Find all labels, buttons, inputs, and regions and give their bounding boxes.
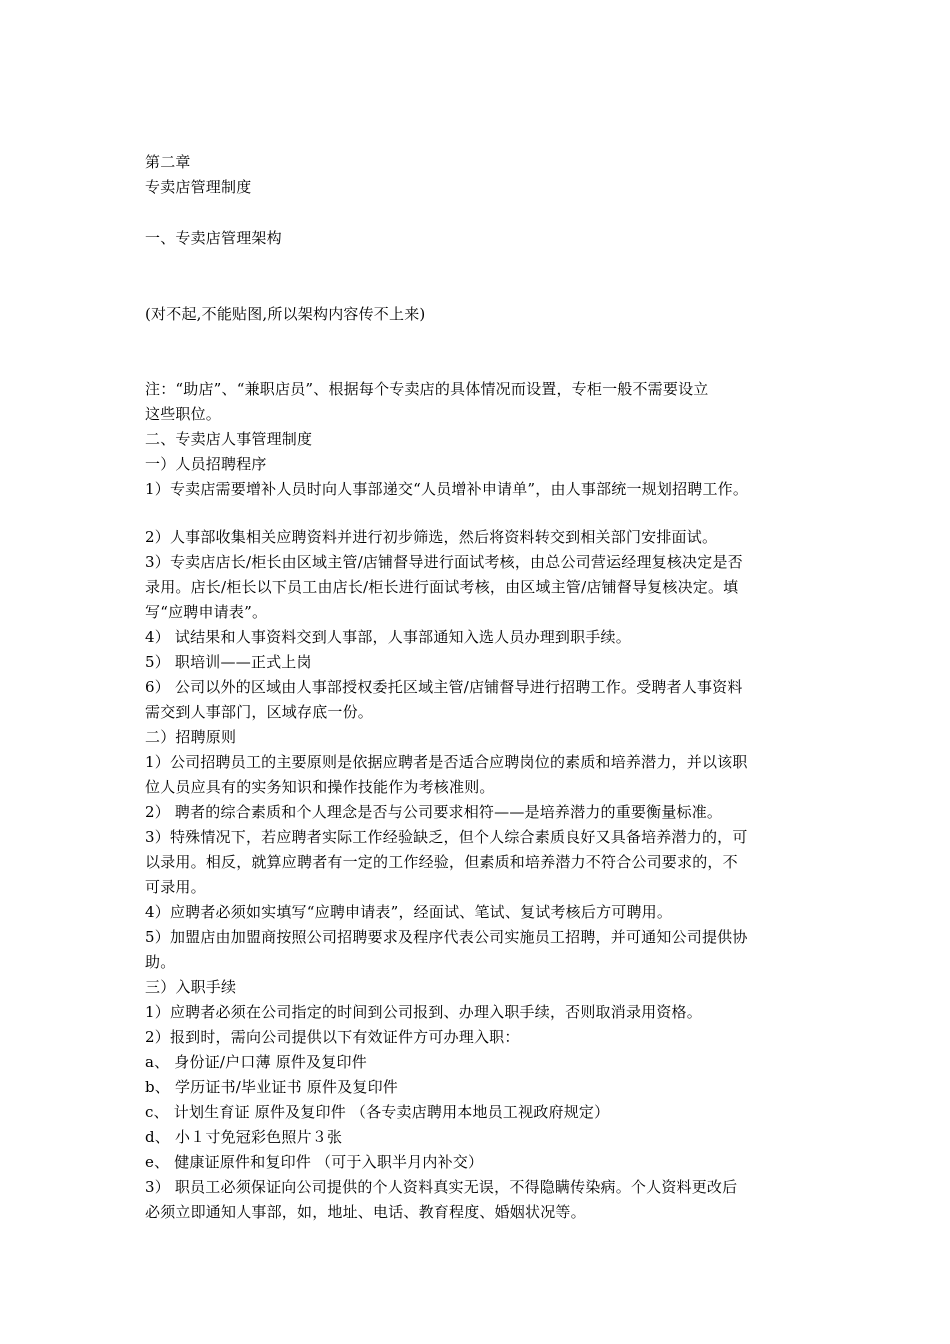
list-item: 5） 职培训——正式上岗 xyxy=(145,653,312,671)
list-item: 3）特殊情况下，若应聘者实际工作经验缺乏，但个人综合素质良好又具备培养潜力的，可 xyxy=(145,828,748,846)
subsection-heading: 三）入职手续 xyxy=(145,978,237,996)
list-item: 1）专卖店需要增补人员时向人事部递交“人员增补申请单”，由人事部统一规划招聘工作。 xyxy=(145,480,749,498)
list-item: 录用。店长/柜长以下员工由店长/柜长进行面试考核，由区域主管/店铺督导复核决定。填 xyxy=(145,578,739,596)
list-item: 1）公司招聘员工的主要原则是依据应聘者是否适合应聘岗位的素质和培养潜力，并以该职 xyxy=(145,753,748,771)
list-item: 需交到人事部门，区域存底一份。 xyxy=(145,703,374,721)
subsection-heading: 一）人员招聘程序 xyxy=(145,455,267,473)
note-paragraph: 注：“助店”、“兼职店员”、根据每个专卖店的具体情况而设置，专柜一般不需要设立 xyxy=(145,380,709,398)
subsection-heading: 二）招聘原则 xyxy=(145,728,237,746)
section-heading: 一、专卖店管理架构 xyxy=(145,229,282,247)
list-item: 5）加盟店由加盟商按照公司招聘要求及程序代表公司实施员工招聘，并可通知公司提供协 xyxy=(145,928,748,946)
list-item: 位人员应具有的实务知识和操作技能作为考核准则。 xyxy=(145,778,495,796)
list-item: 2） 聘者的综合素质和个人理念是否与公司要求相符——是培养潜力的重要衡量标准。 xyxy=(145,803,723,821)
list-item: 4）应聘者必须如实填写“应聘申请表”，经面试、笔试、复试考核后方可聘用。 xyxy=(145,903,673,921)
list-item: 2）报到时，需向公司提供以下有效证件方可办理入职： xyxy=(145,1028,520,1046)
list-item: 2）人事部收集相关应聘资料并进行初步筛选，然后将资料转交到相关部门安排面试。 xyxy=(145,528,718,546)
document-list-item: d、 小１寸免冠彩色照片３张 xyxy=(145,1128,343,1146)
chapter-label: 第二章 xyxy=(145,153,191,171)
list-item: 3） 职员工必须保证向公司提供的个人资料真实无误，不得隐瞒传染病。个人资料更改后 xyxy=(145,1178,738,1196)
document-list-item: e、 健康证原件和复印件 （可于入职半月内补交） xyxy=(145,1153,484,1171)
list-item: 6） 公司以外的区域由人事部授权委托区域主管/店铺督导进行招聘工作。受聘者人事资料 xyxy=(145,678,743,696)
list-item: 可录用。 xyxy=(145,878,206,896)
image-placeholder-note: (对不起,不能贴图,所以架构内容传不上来) xyxy=(145,305,426,323)
note-paragraph: 这些职位。 xyxy=(145,405,222,423)
section-heading: 二、专卖店人事管理制度 xyxy=(145,430,313,448)
list-item: 4） 试结果和人事资料交到人事部，人事部通知入选人员办理到职手续。 xyxy=(145,628,631,646)
list-item: 3）专卖店店长/柜长由区域主管/店铺督导进行面试考核，由总公司营运经理复核决定是否 xyxy=(145,553,743,571)
list-item: 写“应聘申请表”。 xyxy=(145,603,268,621)
list-item: 以录用。相反，就算应聘者有一定的工作经验，但素质和培养潜力不符合公司要求的，不 xyxy=(145,853,738,871)
document-list-item: b、 学历证书/毕业证书 原件及复印件 xyxy=(145,1078,398,1096)
document-title: 专卖店管理制度 xyxy=(145,178,252,196)
list-item: 必须立即通知人事部，如，地址、电话、教育程度、婚姻状况等。 xyxy=(145,1203,586,1221)
list-item: 助。 xyxy=(145,953,176,971)
list-item: 1）应聘者必须在公司指定的时间到公司报到、办理入职手续，否则取消录用资格。 xyxy=(145,1003,702,1021)
document-list-item: c、 计划生育证 原件及复印件 （各专卖店聘用本地员工视政府规定） xyxy=(145,1103,610,1121)
document-list-item: a、 身份证/户口薄 原件及复印件 xyxy=(145,1053,367,1071)
